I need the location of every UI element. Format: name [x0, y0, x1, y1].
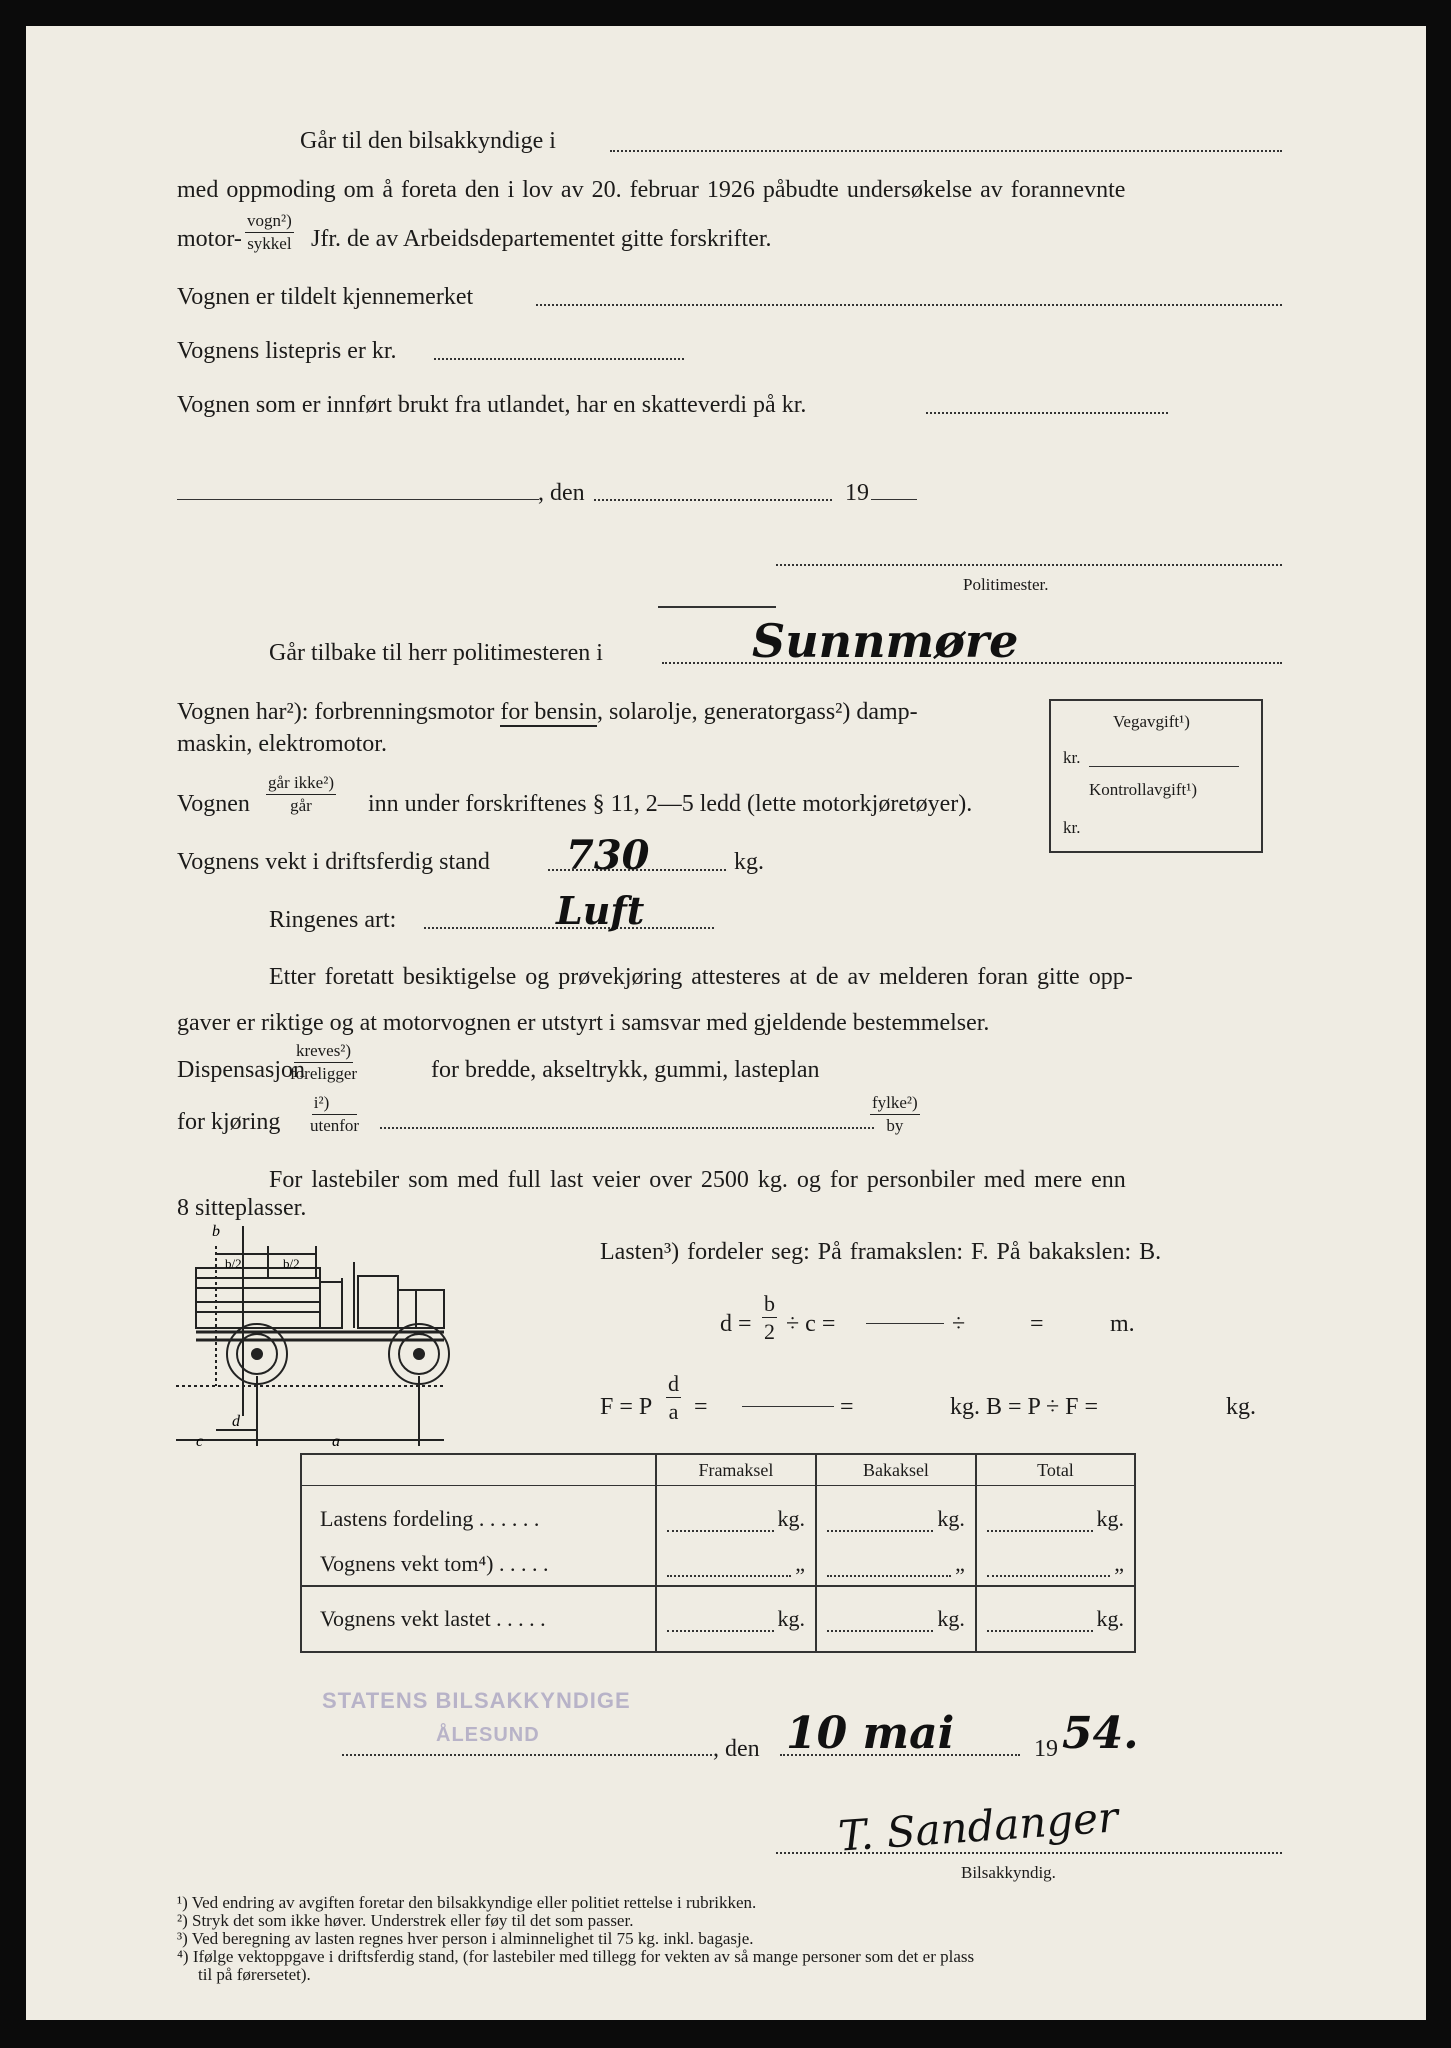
addressee-field[interactable] [610, 150, 1282, 152]
list-price-field[interactable] [434, 358, 684, 360]
motor-selected: for bensin [500, 699, 598, 725]
handwritten-weight: 730 [566, 832, 650, 879]
formula-f-eq: = [694, 1394, 708, 1420]
signing-year-prefix: 19 [1034, 1736, 1058, 1762]
driving-fraction: i²) utenfor [310, 1093, 360, 1135]
road-fee-field[interactable] [1089, 766, 1239, 767]
handwritten-sign-year: 54. [1062, 1708, 1139, 1759]
footnote-4: ⁴) Ifølge vektoppgave i driftsferdig stand, (for lastebiler med tillegg for vekten av så mange personer som det er plass [177, 1947, 975, 1966]
truck-label-a: a [332, 1433, 340, 1450]
place-field[interactable] [177, 499, 539, 500]
motor-type-text: Vognen har²): forbrenningsmotor for bensin, solarolje, generatorgass²) damp- [177, 699, 918, 725]
formula-f-eq2: = [840, 1394, 854, 1420]
section-divider [658, 606, 776, 608]
request-text: med oppmoding om å foreta den i lov av 20. februar 1926 påbudte undersøkelse av forannevnte [177, 177, 1126, 203]
truck-label-b2a: b/2 [225, 1256, 242, 1271]
formula-b-rest: kg. B = P ÷ F = [950, 1394, 1099, 1420]
table-cell[interactable]: kg. [667, 1506, 805, 1532]
return-label: Går tilbake til herr politimesteren i [269, 640, 603, 666]
driving-prefix: for kjøring [177, 1109, 281, 1135]
truck-label-b2b: b/2 [283, 1256, 300, 1271]
table-cell[interactable]: kg. [987, 1506, 1124, 1532]
date-field[interactable] [594, 499, 832, 501]
table-cell[interactable]: „ [827, 1551, 965, 1577]
motor-prefix: motor- [177, 226, 242, 252]
handwritten-sign-date: 10 mai [786, 1708, 955, 1759]
dispensation-prefix: Dispensasjon [177, 1057, 305, 1083]
row-label: Vognens vekt tom⁴) . . . . . [320, 1550, 549, 1576]
class-fraction: går ikke²) går [268, 773, 334, 815]
date-den-label: , den [538, 480, 585, 506]
table-cell[interactable]: kg. [827, 1606, 965, 1632]
regulation-ref: Jfr. de av Arbeidsdepartementet gitte forskrifter. [311, 226, 772, 252]
footnote-2: ²) Stryk det som ikke høver. Understrek eller føy til det som passer. [177, 1911, 634, 1930]
class-rule-text: inn under forskriftenes § 11, 2—5 ledd (lette motorkjøretøyer). [368, 791, 973, 817]
signing-den-label: , den [713, 1736, 760, 1762]
table-cell[interactable]: kg. [827, 1506, 965, 1532]
form-page [26, 26, 1426, 2020]
vehicle-type-fraction: vogn²) sykkel [247, 211, 292, 253]
handwritten-tyre: Luft [556, 888, 645, 933]
road-fee-label: Vegavgift¹) [1113, 712, 1190, 731]
tyre-label: Ringenes art: [269, 907, 397, 933]
table-header-front: Framaksel [656, 1454, 816, 1486]
formula-field-2[interactable] [742, 1406, 834, 1407]
tax-value-field[interactable] [926, 412, 1168, 414]
table-cell[interactable]: „ [987, 1551, 1124, 1577]
table-cell[interactable]: kg. [987, 1606, 1124, 1632]
driving-area-field[interactable] [380, 1127, 874, 1129]
truck-label-d: d [232, 1413, 240, 1430]
inspector-signature: T. Sandanger [836, 1792, 1120, 1861]
attest-line-2: gaver er riktige og at motorvognen er utstyrt i samsvar med gjeldende bestemmelser. [177, 1010, 990, 1036]
year-prefix: 19 [845, 480, 869, 506]
handwritten-district: Sunnmøre [752, 614, 1019, 668]
truck-diagram [176, 1216, 596, 1451]
load-distribution-text: Lasten³) fordeler seg: På framakslen: F. På bakakslen: B. [600, 1239, 1162, 1265]
county-fraction: fylke²) by [872, 1093, 918, 1135]
footnote-1: ¹) Ved endring av avgiften foretar den bilsakkyndige eller politiet rettelse i rubrikken. [177, 1893, 757, 1912]
table-header-rear: Bakaksel [816, 1454, 976, 1486]
year-field[interactable] [871, 499, 917, 500]
formula-eq: = [1030, 1311, 1044, 1337]
attest-line-1: Etter foretatt besiktigelse og prøvekjøring attesteres at de av melderen foran gitte opp- [269, 964, 1133, 990]
footnote-3: ³) Ved beregning av lasten regnes hver person i alminnelighet til 75 kg. inkl. bagasje. [177, 1929, 754, 1948]
dispensation-suffix: for bredde, akseltrykk, gummi, lasteplan [431, 1057, 820, 1083]
formula-b-half: $\frac{b}{2}$ [764, 1291, 775, 1345]
truck-label-b: b [212, 1223, 220, 1240]
weight-unit: kg. [734, 849, 764, 875]
truck-rule-line-2: 8 sitteplasser. [177, 1195, 307, 1221]
formula-field-1[interactable] [866, 1323, 944, 1324]
authority-stamp-line-2: ÅLESUND [436, 1724, 540, 1746]
road-fee-kr: kr. [1063, 748, 1081, 767]
table-cell[interactable]: „ [667, 1551, 805, 1577]
formula-div: ÷ [952, 1311, 966, 1337]
control-fee-kr: kr. [1063, 818, 1081, 837]
inspector-title: Bilsakkyndig. [961, 1863, 1056, 1882]
table-header-blank [301, 1454, 656, 1486]
footnote-4-cont: til på førersetet). [198, 1965, 311, 1984]
table-cell[interactable]: kg. [667, 1606, 805, 1632]
row-label: Vognens vekt lastet . . . . . [320, 1605, 546, 1631]
class-prefix: Vognen [177, 791, 250, 817]
formula-d-mid: ÷ c = [786, 1311, 836, 1337]
authority-stamp-line-1: STATENS BILSAKKYNDIGE [322, 1688, 631, 1713]
row-label: Lastens fordeling . . . . . . [320, 1505, 540, 1531]
list-price-label: Vognens listepris er kr. [177, 338, 397, 364]
motor-type-text-2: maskin, elektromotor. [177, 731, 387, 757]
plate-label: Vognen er tildelt kjennemerket [177, 284, 474, 310]
police-title: Politimester. [963, 575, 1049, 594]
signing-place-field[interactable] [342, 1754, 712, 1756]
formula-m: m. [1110, 1311, 1135, 1337]
addressee-label: Går til den bilsakkyndige i [300, 128, 556, 154]
formula-kg: kg. [1226, 1394, 1256, 1420]
weight-label: Vognens vekt i driftsferdig stand [177, 849, 490, 875]
fee-box [1049, 699, 1263, 853]
dispensation-fraction: kreves²) foreligger [290, 1041, 358, 1083]
tax-value-label: Vognen som er innført brukt fra utlandet, har en skatteverdi på kr. [177, 392, 807, 418]
formula-d-left: d = [720, 1311, 752, 1337]
formula-d-over-a: $\frac{d}{a}$ [668, 1371, 679, 1425]
formula-f-left: F = P [600, 1394, 653, 1420]
truck-label-c: c [196, 1433, 204, 1450]
plate-field[interactable] [536, 304, 1282, 306]
control-fee-label: Kontrollavgift¹) [1089, 780, 1198, 799]
truck-rule-line-1: For lastebiler som med full last veier over 2500 kg. og for personbiler med mere enn [269, 1167, 1126, 1193]
table-header-total: Total [976, 1454, 1135, 1486]
weight-distribution-table [300, 1453, 1136, 1653]
police-signature-line[interactable] [776, 564, 1282, 566]
